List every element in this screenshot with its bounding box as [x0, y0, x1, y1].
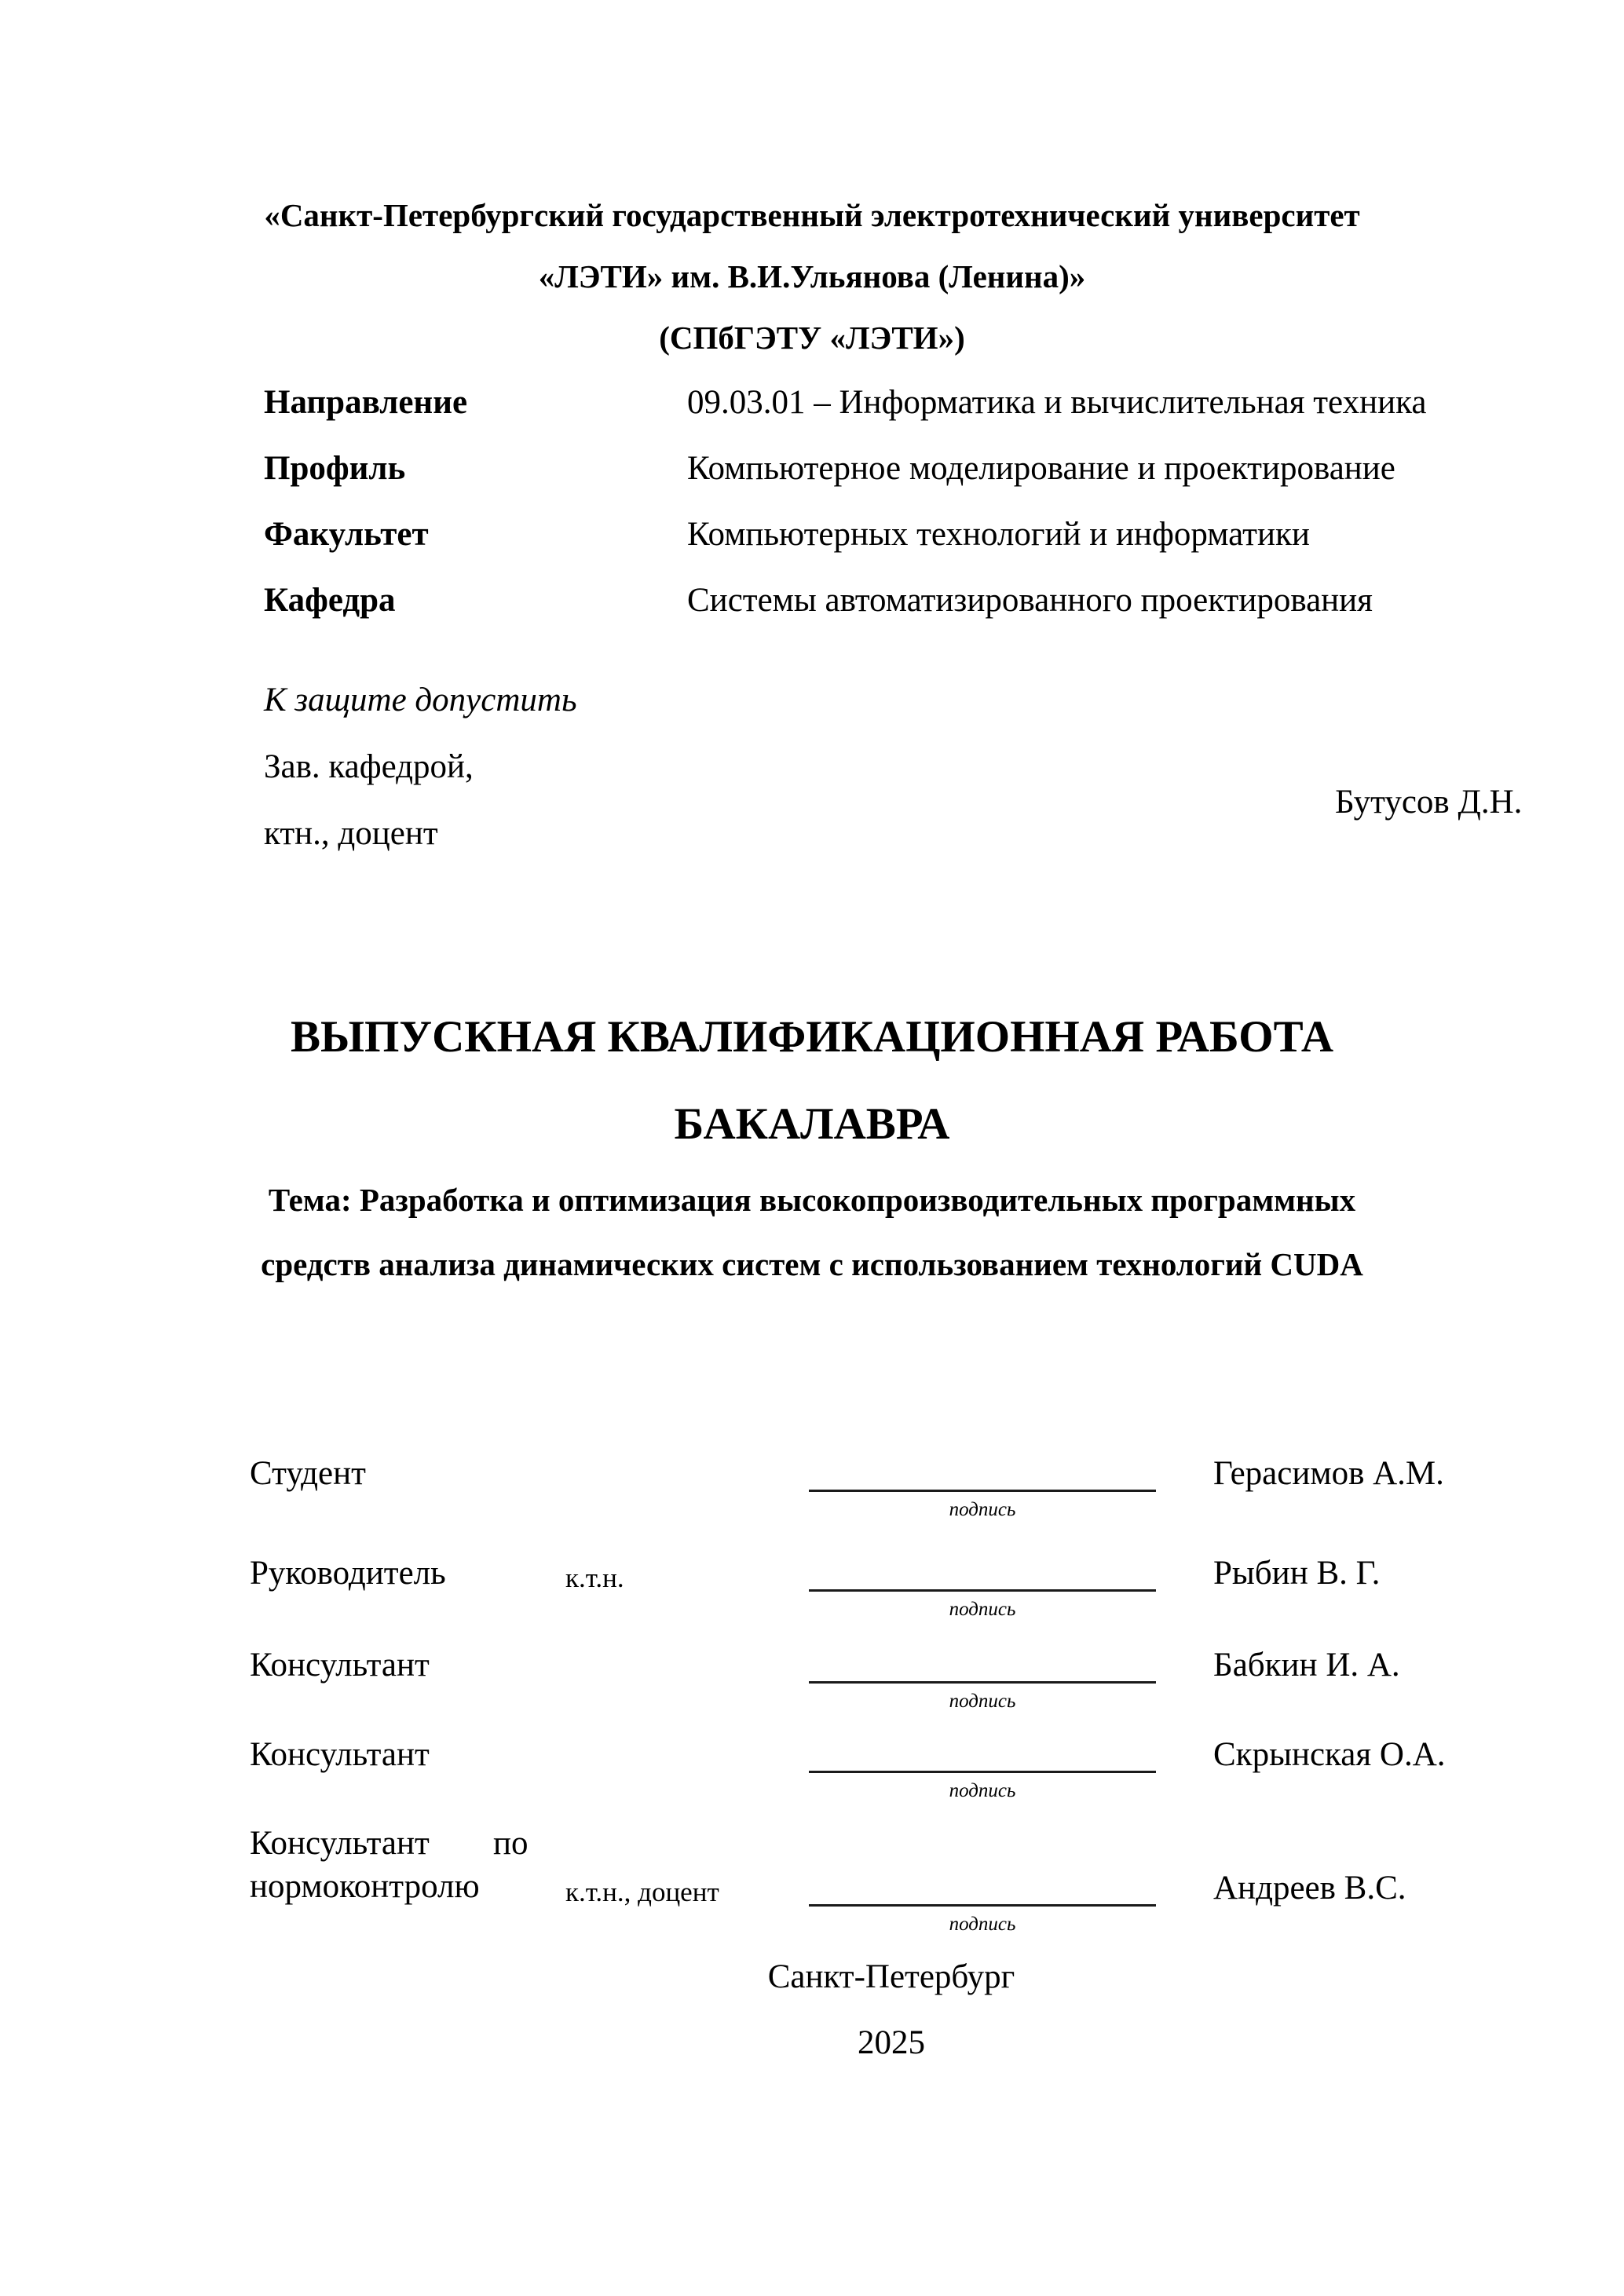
- signature-caption: подпись: [949, 1691, 1016, 1712]
- document-title-line2: БАКАЛАВРА: [674, 1099, 950, 1149]
- university-name-line1: «Санкт-Петербургский государственный электротехнический университет: [264, 197, 1360, 233]
- info-value-direction: 09.03.01 – Информатика и вычислительная техника: [687, 384, 1427, 421]
- academic-degree: к.т.н.: [565, 1563, 624, 1593]
- role-label-line1: Консультант: [250, 1825, 430, 1862]
- signature-caption: подпись: [949, 1599, 1016, 1620]
- document-title-line1: ВЫПУСКНАЯ КВАЛИФИКАЦИОННАЯ РАБОТА: [290, 1012, 1333, 1062]
- info-label-faculty: Факультет: [264, 516, 429, 553]
- approval-position-line1: Зав. кафедрой,: [264, 748, 474, 785]
- signature-caption: подпись: [949, 1780, 1016, 1801]
- signatory-name: Герасимов А.М.: [1213, 1455, 1444, 1492]
- role-label: Консультант: [250, 1736, 430, 1773]
- signature-line: [809, 1771, 1156, 1773]
- signature-line: [809, 1589, 1156, 1592]
- signatory-name: Андреев В.С.: [1213, 1870, 1406, 1907]
- signatory-name: Скрынская О.А.: [1213, 1736, 1446, 1773]
- info-label-direction: Направление: [264, 384, 468, 421]
- info-label-profile: Профиль: [264, 450, 406, 487]
- info-value-profile: Компьютерное моделирование и проектирование: [687, 450, 1395, 487]
- approval-position-line2: ктн., доцент: [264, 815, 438, 852]
- footer-city: Санкт-Петербург: [767, 1958, 1015, 1995]
- role-label: Студент: [250, 1455, 366, 1492]
- footer-year: 2025: [858, 2024, 925, 2061]
- signature-line: [809, 1904, 1156, 1907]
- role-label-line2: нормоконтролю: [250, 1868, 480, 1905]
- topic-line2: средств анализа динамических систем с использованием технологий CUDA: [261, 1246, 1363, 1282]
- approval-name: Бутусов Д.Н.: [1335, 784, 1523, 821]
- university-name-line2: «ЛЭТИ» им. В.И.Ульянова (Ленина)»: [538, 258, 1086, 294]
- signatory-name: Рыбин В. Г.: [1213, 1555, 1381, 1592]
- topic-line1: Тема: Разработка и оптимизация высокопроизводительных программных: [268, 1182, 1356, 1218]
- role-label: Консультант: [250, 1647, 430, 1684]
- role-label-line1-suffix: по: [493, 1825, 529, 1862]
- university-abbreviation: (СПбГЭТУ «ЛЭТИ»): [659, 320, 965, 356]
- info-value-department: Системы автоматизированного проектирования: [687, 582, 1373, 619]
- approval-heading: К защите допустить: [264, 682, 577, 718]
- signature-line: [809, 1681, 1156, 1684]
- signatory-name: Бабкин И. А.: [1213, 1647, 1400, 1684]
- role-label: Руководитель: [250, 1555, 446, 1592]
- signature-caption: подпись: [949, 1499, 1016, 1520]
- info-value-faculty: Компьютерных технологий и информатики: [687, 516, 1310, 553]
- academic-degree: к.т.н., доцент: [565, 1877, 719, 1907]
- info-label-department: Кафедра: [264, 582, 396, 619]
- signature-caption: подпись: [949, 1914, 1016, 1935]
- signature-line: [809, 1490, 1156, 1492]
